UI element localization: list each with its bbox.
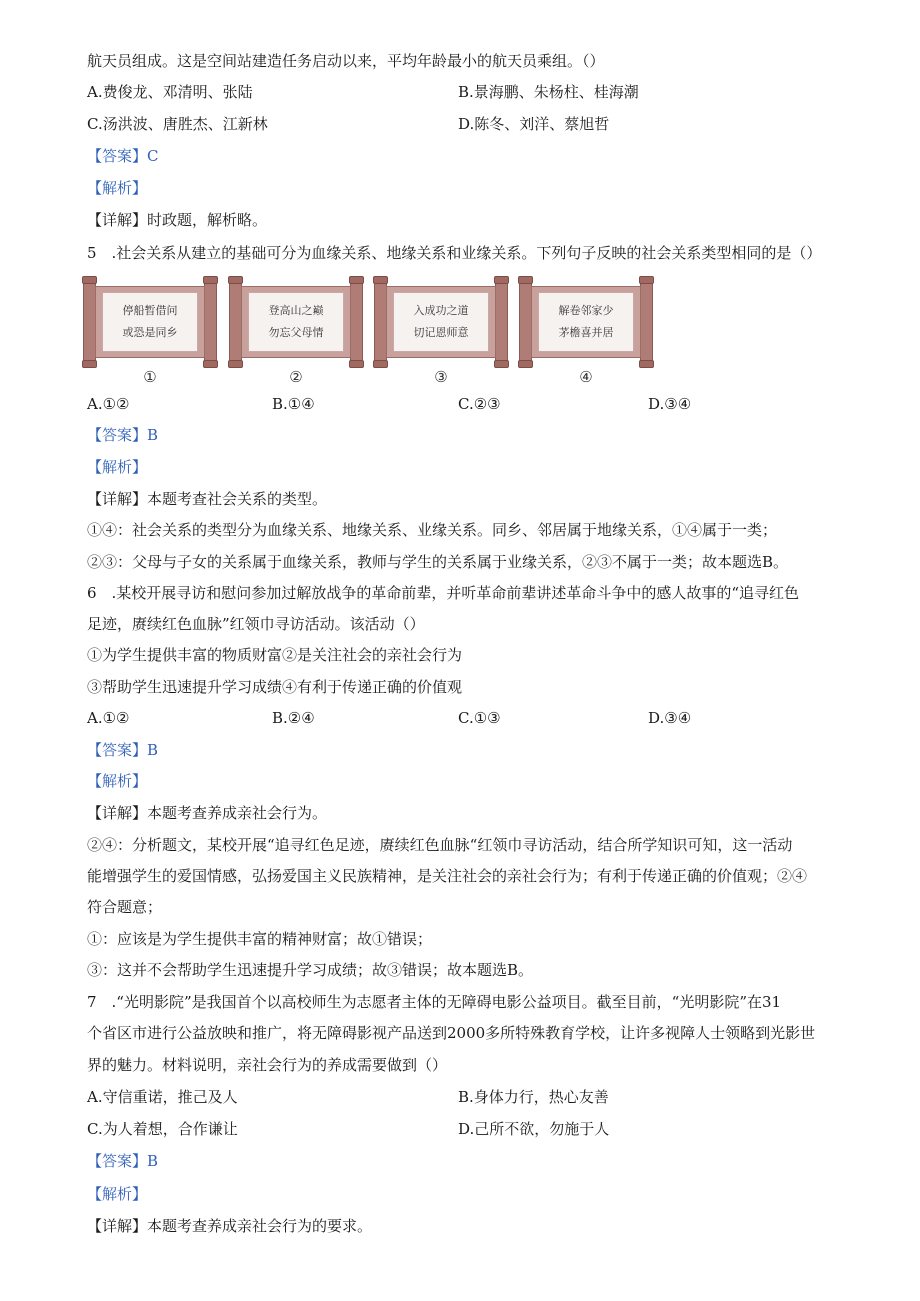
scroll-number: ① xyxy=(143,368,157,386)
statement-line: ③帮助学生迅速提升学习成绩④有利于传递正确的价值观 xyxy=(87,678,463,696)
analysis-label: 【解析】 xyxy=(87,1185,148,1203)
question-6: 6 .某校开展寻访和慰问参加过解放战争的革命前辈，并听革命前辈讲述革命斗争中的感人故事的“追寻红色 xyxy=(87,584,799,602)
option-a: A.①② xyxy=(87,395,130,413)
question-5: 5 .社会关系从建立的基础可分为血缘关系、地缘关系和业缘关系。下列句子反映的社会关系类型相同的是（） xyxy=(87,244,822,262)
detail-text: 【详解】本题考查养成亲社会行为。 xyxy=(87,804,328,822)
detail-text: ①：应该是为学生提供丰富的精神财富；故①错误； xyxy=(87,930,433,948)
scroll-2 xyxy=(229,278,363,390)
scroll-4 xyxy=(519,278,653,390)
option-c: C.为人着想，合作谦让 xyxy=(87,1120,238,1138)
question-7: 个省区市进行公益放映和推广，将无障碍影视产品送到2000多所特殊教育学校，让许多视障人士领略到光影世 xyxy=(87,1024,816,1042)
answer-label: 【答案】B xyxy=(87,741,159,759)
option-b: B.①④ xyxy=(272,395,315,413)
detail-text: ②④：分析题文，某校开展“追寻红色足迹，赓续红色血脉“红领巾寻访活动，结合所学知识可知，这一活动 xyxy=(87,836,793,854)
analysis-label: 【解析】 xyxy=(87,772,148,790)
option-b: B.身体力行，热心友善 xyxy=(458,1088,609,1106)
detail-text: 【详解】本题考查养成亲社会行为的要求。 xyxy=(87,1217,373,1235)
scroll-text: 切记恩师意 xyxy=(413,326,469,339)
scroll-text: 停船暂借问 xyxy=(122,304,178,317)
option-d: D.③④ xyxy=(648,395,692,413)
option-a: A.①② xyxy=(87,709,130,727)
option-a: A.费俊龙、邓清明、张陆 xyxy=(87,83,253,101)
text-line: 航天员组成。这是空间站建造任务启动以来，平均年龄最小的航天员乘组。（） xyxy=(87,52,605,70)
option-b: B.②④ xyxy=(272,709,315,727)
question-7: 界的魅力。材料说明，亲社会行为的养成需要做到（） xyxy=(87,1056,448,1074)
detail-text: ③：这并不会帮助学生迅速提升学习成绩；故③错误；故本题选B。 xyxy=(87,961,534,979)
option-d: D.③④ xyxy=(648,709,692,727)
scroll-text: 解卷邻家少 xyxy=(558,304,614,317)
scroll-roller xyxy=(495,280,508,364)
detail-text: ①④：社会关系的类型分为血缘关系、地缘关系、业缘关系。同乡、邻居属于地缘关系，①④属于一类； xyxy=(87,521,778,539)
question-6: 足迹，赓续红色血脉”红领巾寻访活动。该活动（） xyxy=(87,615,425,633)
option-d: D.陈冬、刘洋、蔡旭哲 xyxy=(458,115,610,133)
scroll-roller xyxy=(350,280,363,364)
scroll-text: 或恐是同乡 xyxy=(122,326,178,339)
analysis-label: 【解析】 xyxy=(87,458,148,476)
scroll-text: 茅檐喜并居 xyxy=(558,326,614,339)
analysis-label: 【解析】 xyxy=(87,179,148,197)
scroll-text: 入成功之道 xyxy=(413,304,469,317)
detail-text: 符合题意； xyxy=(87,898,163,916)
option-b: B.景海鹏、朱杨柱、桂海潮 xyxy=(458,83,639,101)
scroll-panel xyxy=(241,286,351,358)
option-c: C.汤洪波、唐胜杰、江新林 xyxy=(87,115,268,133)
answer-label: 【答案】B xyxy=(87,1152,159,1170)
detail-text: ②③：父母与子女的关系属于血缘关系，教师与学生的关系属于业缘关系，②③不属于一类；故本题选B。 xyxy=(87,553,789,571)
scroll-text: 勿忘父母情 xyxy=(268,326,324,339)
scroll-panel xyxy=(386,286,496,358)
scroll-roller xyxy=(204,280,217,364)
scroll-number: ③ xyxy=(434,368,448,386)
scroll-number: ② xyxy=(289,368,303,386)
statement-line: ①为学生提供丰富的物质财富②是关注社会的亲社会行为 xyxy=(87,646,463,664)
scroll-text: 登高山之巅 xyxy=(268,304,324,317)
answer-label: 【答案】C xyxy=(87,147,159,165)
scroll-1 xyxy=(83,278,217,390)
detail-text: 能增强学生的爱国情感，弘扬爱国主义民族精神，是关注社会的亲社会行为；有利于传递正确的价值观；②④ xyxy=(87,867,808,885)
detail-text: 【详解】时政题，解析略。 xyxy=(87,211,268,229)
question-7: 7 .“光明影院”是我国首个以高校师生为志愿者主体的无障碍电影公益项目。截至目前，“光明影院”在31 xyxy=(87,993,782,1011)
detail-text: 【详解】本题考查社会关系的类型。 xyxy=(87,490,328,508)
scroll-panel xyxy=(95,286,205,358)
option-c: C.①③ xyxy=(458,709,501,727)
scroll-roller xyxy=(640,280,653,364)
option-c: C.②③ xyxy=(458,395,501,413)
scroll-panel xyxy=(531,286,641,358)
scroll-number: ④ xyxy=(579,368,593,386)
option-a: A.守信重诺，推己及人 xyxy=(87,1088,238,1106)
answer-label: 【答案】B xyxy=(87,426,159,444)
option-d: D.己所不欲，勿施于人 xyxy=(458,1120,610,1138)
scroll-images xyxy=(83,278,663,390)
scroll-3 xyxy=(374,278,508,390)
